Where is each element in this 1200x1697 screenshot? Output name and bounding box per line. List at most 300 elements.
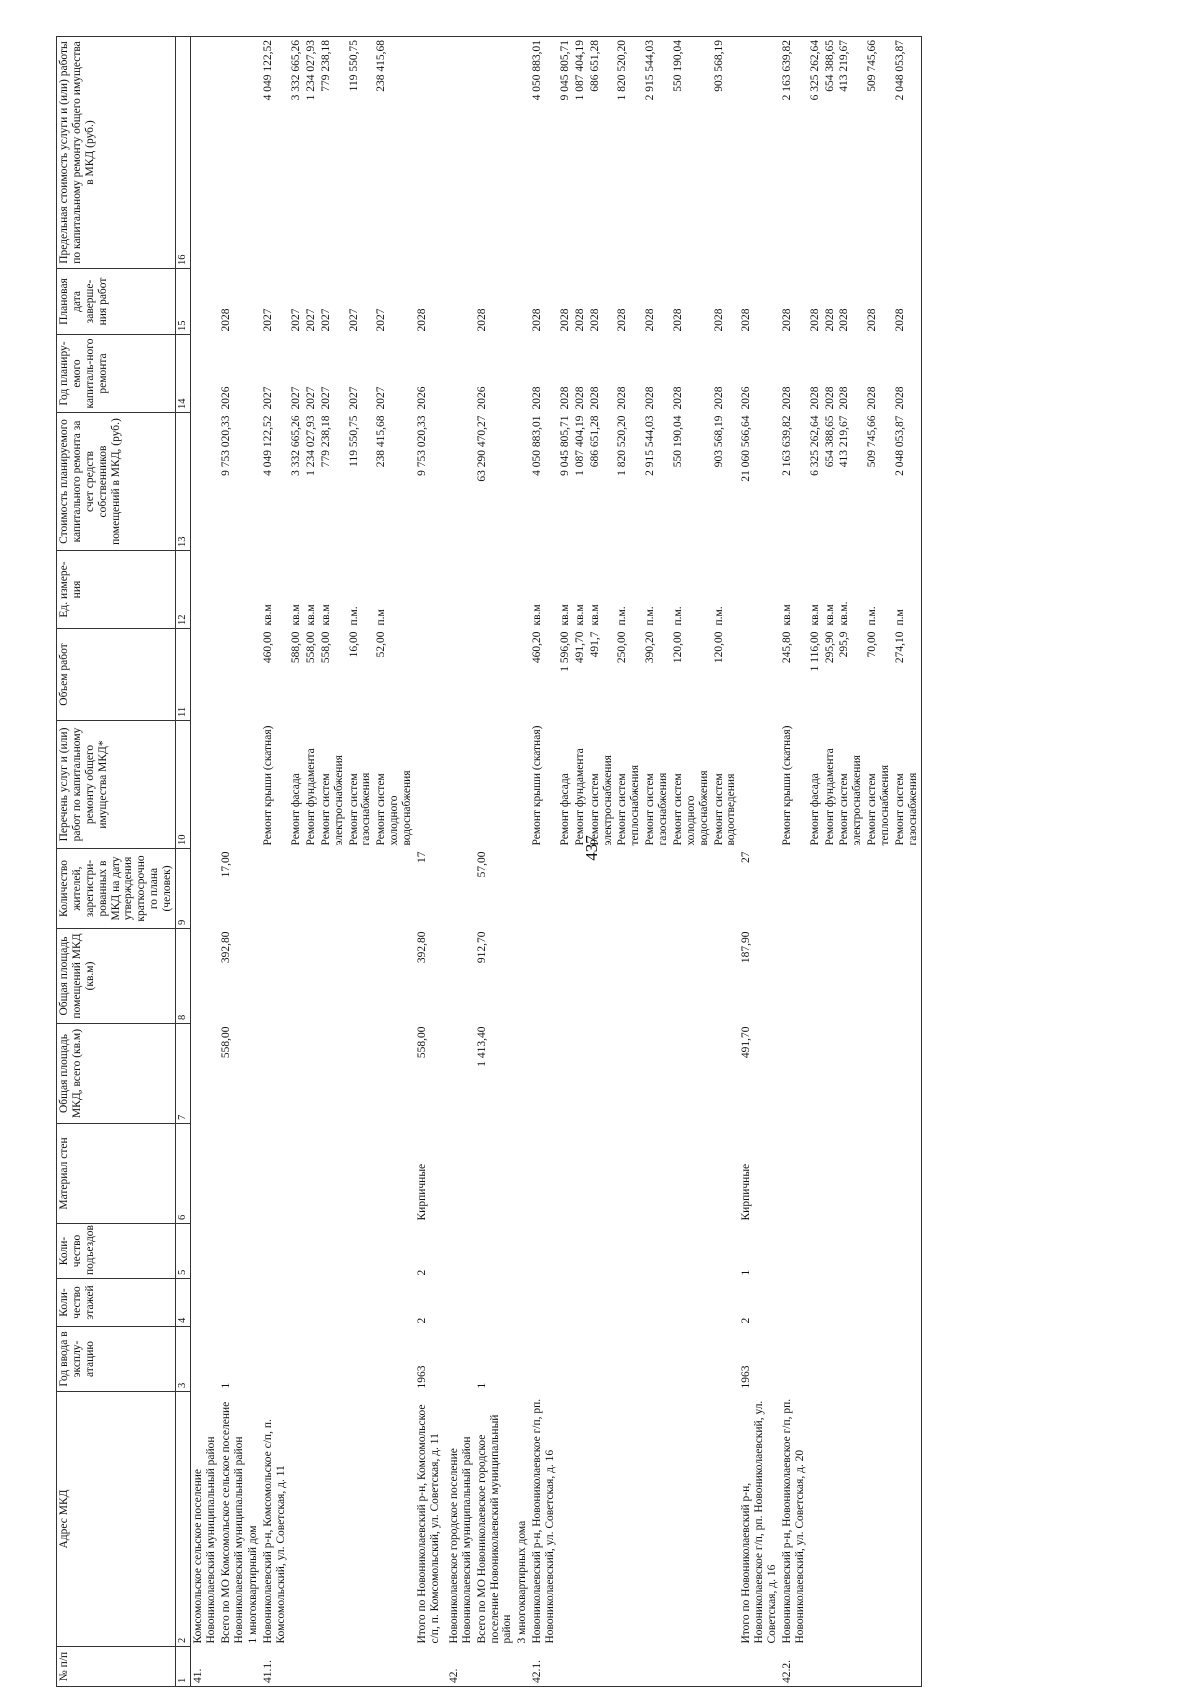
cell-col-works-list: Ремонт систем теплоснабжения [616, 765, 642, 846]
cell-col-residents [671, 849, 712, 929]
cell-col-address: Всего по МО Новониколаевское городское поселение Новониколаевский муниципальный район [475, 1414, 514, 1644]
cell-col-floors [475, 1279, 516, 1327]
cell-col-cost: 903 568,19 [712, 415, 725, 468]
cell-col-number [865, 1647, 893, 1687]
table-row [739, 37, 780, 1687]
cell-col-total-area [515, 1024, 530, 1124]
cell-col-floors [643, 1279, 671, 1327]
cell-col-premises-area [530, 929, 558, 1024]
cell-col-completion-date: 2028 [740, 308, 753, 332]
cell-col-address [289, 1392, 304, 1647]
table-row [588, 37, 616, 1687]
table-row [261, 37, 289, 1687]
cell-col-residents [808, 849, 823, 929]
cell-col-floors [319, 1279, 347, 1327]
cell-col-entrances [780, 1224, 808, 1279]
header-col-premises-area: Общая площадь помещений МКД (кв.м) [57, 929, 176, 1024]
cell-col-completion-date: 2028 [573, 308, 586, 332]
cell-col-max-cost [415, 37, 447, 269]
cell-col-max-cost [475, 37, 516, 269]
cell-col-unit: кв.м [573, 604, 586, 626]
cell-col-number [515, 1647, 530, 1687]
cell-col-number [588, 1647, 616, 1687]
cell-col-address [588, 1392, 616, 1647]
cell-col-address [893, 1392, 921, 1647]
cell-col-number [415, 1647, 447, 1687]
cell-col-residents [246, 849, 261, 929]
cell-col-total-area [190, 1024, 218, 1124]
column-number: 1 [175, 1647, 190, 1687]
cell-col-cost: 1 820 520,20 [616, 415, 629, 476]
cell-col-max-cost [515, 37, 530, 269]
cell-col-total-area [304, 1024, 319, 1124]
cell-col-wall-material: Кирпичные [415, 1163, 428, 1221]
table-row [374, 37, 415, 1687]
cell-col-wall-material [615, 1124, 643, 1224]
cell-col-address [319, 1392, 347, 1647]
cell-col-works-list [190, 721, 218, 849]
cell-col-address: Новониколаевское городское поселение Новониколаевский муниципальный район [447, 1436, 473, 1644]
cell-col-wall-material [780, 1124, 808, 1224]
cell-col-total-area [615, 1024, 643, 1124]
cell-col-completion-date: 2028 [475, 308, 488, 332]
cell-col-entrances [475, 1224, 516, 1279]
cell-col-cost [447, 413, 475, 551]
header-col-total-area: Общая площадь МКД, всего (кв.м) [57, 1024, 176, 1124]
cell-col-volume [246, 629, 261, 721]
cell-col-volume: 245,80 [780, 631, 793, 664]
cell-col-year-built: 1963 [415, 1365, 428, 1389]
cell-col-unit: п.м. [616, 606, 629, 626]
table-row [643, 37, 671, 1687]
cell-col-unit: кв.м [262, 604, 275, 626]
cell-col-repair-year: 2028 [671, 386, 684, 410]
cell-col-cost: 238 415,68 [375, 415, 388, 468]
cell-col-volume [515, 629, 530, 721]
cell-col-wall-material [447, 1124, 475, 1224]
cell-col-number [558, 1647, 573, 1687]
cell-col-number [347, 1647, 375, 1687]
cell-col-total-area [447, 1024, 475, 1124]
cell-col-total-area [558, 1024, 573, 1124]
cell-col-unit [415, 551, 447, 629]
cell-col-total-area [261, 1024, 289, 1124]
cell-col-address [865, 1392, 893, 1647]
cell-col-floors [712, 1279, 740, 1327]
cell-col-address [823, 1392, 838, 1647]
cell-col-volume: 274,10 [893, 629, 921, 721]
cell-col-unit [219, 551, 247, 629]
cell-col-wall-material [558, 1124, 573, 1224]
cell-col-volume [415, 629, 447, 721]
cell-col-completion-date: 2028 [644, 308, 657, 332]
cell-col-repair-year [515, 335, 530, 413]
cell-col-works-list: Ремонт систем холодного водоснабжения [671, 770, 710, 846]
cell-col-works-list: Ремонт крыши (скатная) [262, 725, 275, 846]
cell-col-premises-area [588, 929, 616, 1024]
cell-col-cost: 413 219,67 [838, 415, 851, 468]
cell-col-number: 42. [447, 1647, 475, 1687]
cell-col-entrances [515, 1224, 530, 1279]
cell-col-floors [865, 1279, 893, 1327]
cell-col-total-area [893, 1024, 921, 1124]
cell-col-floors [289, 1279, 304, 1327]
cell-col-floors [823, 1279, 838, 1327]
cell-col-entrances [808, 1224, 823, 1279]
cell-col-wall-material [304, 1124, 319, 1224]
cell-col-residents [823, 849, 838, 929]
cell-col-unit [190, 551, 218, 629]
cell-col-max-cost: 686 651,28 [588, 37, 616, 269]
cell-col-cost: 6 325 262,64 [808, 415, 821, 476]
page-number: 437 [582, 835, 601, 861]
cell-col-cost: 9 753 020,33 [219, 415, 232, 476]
cell-col-year-built [780, 1327, 808, 1392]
cell-col-works-list: Ремонт фасада [808, 773, 821, 846]
cell-col-floors [374, 1279, 415, 1327]
cell-col-max-cost: 779 238,18 [319, 37, 347, 269]
cell-col-residents [304, 849, 319, 929]
cell-col-address: Итого по Новониколаевский р-н, Новониколаевское г/п, рп. Новониколаевский, ул. Советская, д. 16 [740, 1400, 778, 1644]
cell-col-max-cost [246, 37, 261, 269]
cell-col-total-area [530, 1024, 558, 1124]
cell-col-repair-year: 2028 [558, 386, 571, 410]
cell-col-floors [347, 1279, 375, 1327]
cell-col-premises-area [261, 929, 289, 1024]
cell-col-residents [837, 849, 865, 929]
cell-col-volume: 295,90 [823, 631, 836, 664]
cell-col-address [712, 1392, 740, 1647]
cell-col-unit: кв.м [304, 604, 317, 626]
cell-col-residents: 57,00 [475, 851, 488, 878]
cell-col-wall-material: Кирпичные [740, 1163, 753, 1221]
cell-col-wall-material [475, 1124, 516, 1224]
cell-col-wall-material [573, 1124, 588, 1224]
cell-col-number [615, 1647, 643, 1687]
cell-col-completion-date: 2028 [616, 308, 629, 332]
cell-col-year-built [190, 1327, 218, 1392]
cell-col-volume: 460,20 [531, 631, 544, 664]
cell-col-repair-year: 2028 [573, 386, 586, 410]
cell-col-entrances [643, 1224, 671, 1279]
cell-col-entrances [530, 1224, 558, 1279]
cell-col-works-list [415, 721, 447, 849]
cell-col-unit: кв.м [558, 604, 571, 626]
table-row [837, 37, 865, 1687]
cell-col-volume: 52,00 [375, 631, 388, 658]
column-number: 7 [175, 1024, 190, 1124]
cell-col-volume [475, 629, 516, 721]
column-number-row [175, 37, 190, 1687]
cell-col-unit: кв.м [531, 604, 544, 626]
cell-col-unit: п.м. [644, 606, 657, 626]
cell-col-residents [588, 849, 616, 929]
column-number: 6 [175, 1124, 190, 1224]
cell-col-residents [615, 849, 643, 929]
cell-col-premises-area: 392,80 [219, 931, 232, 964]
cell-col-year-built [573, 1327, 588, 1392]
cell-col-premises-area [865, 929, 893, 1024]
cell-col-total-area [671, 1024, 712, 1124]
cell-col-repair-year: 2028 [712, 386, 725, 410]
rotated-sheet [56, 37, 1200, 1687]
cell-col-number [671, 1647, 712, 1687]
cell-col-premises-area [893, 929, 921, 1024]
cell-col-total-area: 1 413,40 [475, 1026, 488, 1067]
cell-col-max-cost: 119 550,75 [347, 37, 375, 269]
cell-col-total-area [588, 1024, 616, 1124]
cell-col-unit [475, 551, 516, 629]
cell-col-residents [530, 849, 558, 929]
cell-col-volume: 295,9 [838, 631, 851, 658]
cell-col-repair-year [190, 335, 218, 413]
cell-col-wall-material [190, 1124, 218, 1224]
cell-col-residents [447, 849, 475, 929]
cell-col-max-cost: 3 332 665,26 [289, 37, 304, 269]
cell-col-year-built: 1963 [740, 1365, 753, 1389]
cell-col-address: Новониколаевский р-н, Новониколаевское г/п, рп. Новониколаевский, ул. Советская, д. 16 [531, 1398, 556, 1644]
cell-col-unit [246, 551, 261, 629]
cell-col-completion-date: 2028 [780, 308, 793, 332]
cell-col-premises-area [808, 929, 823, 1024]
cell-col-cost: 4 049 122,52 [262, 415, 275, 476]
cell-col-premises-area [671, 929, 712, 1024]
cell-col-repair-year: 2028 [644, 386, 657, 410]
cell-col-max-cost [190, 37, 218, 269]
cell-col-cost: 654 388,65 [823, 415, 836, 468]
cell-col-number: 42.2. [780, 1647, 808, 1687]
cell-col-year-built [515, 1327, 530, 1392]
cell-col-completion-date: 2028 [823, 308, 836, 332]
cell-col-floors [447, 1279, 475, 1327]
cell-col-wall-material [515, 1124, 530, 1224]
cell-col-floors [588, 1279, 616, 1327]
cell-col-floors [573, 1279, 588, 1327]
column-number: 12 [175, 551, 190, 629]
table-row [808, 37, 823, 1687]
cell-col-repair-year: 2026 [475, 386, 488, 410]
cell-col-address [808, 1392, 823, 1647]
header-col-year-built: Год ввода в эксплу-атацию [57, 1327, 176, 1392]
cell-col-residents [374, 849, 415, 929]
cell-col-entrances [447, 1224, 475, 1279]
cell-col-completion-date: 2028 [671, 308, 684, 332]
cell-col-year-built [893, 1327, 921, 1392]
cell-col-floors [893, 1279, 921, 1327]
cell-col-year-built [289, 1327, 304, 1392]
cell-col-volume [190, 629, 218, 721]
cell-col-number [289, 1647, 304, 1687]
cell-col-address [837, 1392, 865, 1647]
cell-col-entrances: 2 [415, 1269, 428, 1276]
cell-col-number [643, 1647, 671, 1687]
cell-col-unit [447, 551, 475, 629]
column-number: 15 [175, 269, 190, 335]
cell-col-repair-year: 2028 [780, 386, 793, 410]
cell-col-number [808, 1647, 823, 1687]
cell-col-premises-area [823, 929, 838, 1024]
cell-col-wall-material [643, 1124, 671, 1224]
cell-col-residents [558, 849, 573, 929]
capital-repair-table [56, 36, 922, 1687]
cell-col-works-list: Ремонт фундамента [304, 748, 317, 846]
cell-col-cost: 686 651,28 [588, 415, 601, 468]
cell-col-wall-material [530, 1124, 558, 1224]
cell-col-year-built [347, 1327, 375, 1392]
cell-col-completion-date [246, 269, 261, 335]
cell-col-works-list: Ремонт крыши (скатная) [780, 725, 793, 846]
table-row [671, 37, 712, 1687]
cell-col-cost: 4 050 883,01 [531, 415, 544, 476]
cell-col-premises-area [643, 929, 671, 1024]
cell-col-residents: 27 [740, 851, 753, 863]
cell-col-premises-area [190, 929, 218, 1024]
cell-col-number [893, 1647, 921, 1687]
cell-col-completion-date [190, 269, 218, 335]
cell-col-unit: п.м. [866, 606, 879, 626]
cell-col-address [374, 1392, 415, 1647]
cell-col-repair-year: 2028 [823, 386, 836, 410]
cell-col-floors [530, 1279, 558, 1327]
header-col-completion-date: Плановая дата заверше-ния работ [57, 269, 176, 335]
cell-col-residents [289, 849, 304, 929]
cell-col-floors [558, 1279, 573, 1327]
cell-col-entrances [671, 1224, 712, 1279]
cell-col-volume: 16,00 [347, 631, 360, 658]
cell-col-floors [671, 1279, 712, 1327]
cell-col-total-area [374, 1024, 415, 1124]
table-row [893, 37, 921, 1687]
cell-col-number: 42.1. [530, 1647, 558, 1687]
table-row [475, 37, 516, 1687]
cell-col-floors [304, 1279, 319, 1327]
cell-col-entrances [319, 1224, 347, 1279]
cell-col-residents [865, 849, 893, 929]
cell-col-floors [515, 1279, 530, 1327]
cell-col-entrances [823, 1224, 838, 1279]
table-row [246, 37, 261, 1687]
header-col-volume: Объем работ [57, 629, 176, 721]
cell-col-volume [219, 629, 247, 721]
cell-col-cost: 3 332 665,26 [290, 415, 302, 476]
cell-col-entrances [588, 1224, 616, 1279]
cell-col-address [643, 1392, 671, 1647]
cell-col-year-built [643, 1327, 671, 1392]
cell-col-premises-area [319, 929, 347, 1024]
cell-col-completion-date: 2027 [304, 308, 317, 332]
header-col-wall-material: Материал стен [57, 1124, 176, 1224]
cell-col-entrances [304, 1224, 319, 1279]
cell-col-unit: кв.м [808, 604, 821, 626]
cell-col-floors [837, 1279, 865, 1327]
cell-col-volume: 1 116,00 [808, 631, 821, 672]
header-col-repair-year: Год планиру-емого капиталь-ного ремонта [57, 335, 176, 413]
cell-col-year-built [671, 1327, 712, 1392]
cell-col-total-area [319, 1024, 347, 1124]
cell-col-number [304, 1647, 319, 1687]
cell-col-repair-year: 2027 [290, 386, 302, 410]
cell-col-works-list: Ремонт систем электроснабжения [588, 755, 614, 846]
cell-col-total-area [865, 1024, 893, 1124]
cell-col-premises-area [347, 929, 375, 1024]
cell-col-cost: 779 238,18 [319, 415, 332, 468]
cell-col-year-built [615, 1327, 643, 1392]
cell-col-completion-date: 2028 [558, 308, 571, 332]
table-row [573, 37, 588, 1687]
cell-col-premises-area [289, 929, 304, 1024]
cell-col-entrances: 1 [740, 1269, 753, 1276]
table-row [447, 37, 475, 1687]
cell-col-wall-material [261, 1124, 289, 1224]
cell-col-premises-area: 912,70 [475, 931, 488, 964]
cell-col-unit: п.м [375, 609, 388, 626]
cell-col-wall-material [823, 1124, 838, 1224]
table-body [190, 37, 921, 1687]
cell-col-works-list: Ремонт систем газоснабжения [347, 772, 373, 846]
cell-col-address: 3 многоквартирных дома [516, 1520, 529, 1644]
cell-col-floors [261, 1279, 289, 1327]
cell-col-cost: 1 234 027,93 [304, 415, 317, 476]
cell-col-year-built [304, 1327, 319, 1392]
cell-col-cost [190, 413, 218, 551]
column-number: 4 [175, 1279, 190, 1327]
cell-col-repair-year [447, 335, 475, 413]
cell-col-premises-area [780, 929, 808, 1024]
cell-col-unit: кв.м [588, 604, 601, 626]
table-row [823, 37, 838, 1687]
cell-col-address [304, 1392, 319, 1647]
cell-col-unit: п.м. [671, 606, 684, 626]
cell-col-wall-material [671, 1124, 712, 1224]
cell-col-year-built: 1 [475, 1382, 488, 1389]
table-row [712, 37, 740, 1687]
cell-col-floors [615, 1279, 643, 1327]
cell-col-repair-year: 2026 [415, 386, 428, 410]
cell-col-entrances [289, 1224, 304, 1279]
cell-col-floors: 2 [740, 1317, 753, 1324]
cell-col-address: Всего по МО Комсомольское сельское поселение Новониколаевский муниципальный район [219, 1401, 245, 1644]
cell-col-volume [739, 629, 780, 721]
cell-col-volume: 491,70 [573, 631, 586, 664]
cell-col-volume: 558,00 [319, 631, 332, 664]
table-row [865, 37, 893, 1687]
cell-col-premises-area [573, 929, 588, 1024]
cell-col-repair-year: 2028 [808, 386, 821, 410]
cell-col-cost: 1 087 404,19 [573, 415, 586, 476]
cell-col-works-list [515, 721, 530, 849]
cell-col-max-cost [219, 37, 247, 269]
column-number: 11 [175, 629, 190, 721]
cell-col-max-cost: 2 163 639,82 [780, 37, 808, 269]
cell-col-number [319, 1647, 347, 1687]
cell-col-unit: п.м [893, 551, 921, 629]
cell-col-volume: 70,00 [866, 631, 879, 658]
cell-col-max-cost: 4 049 122,52 [261, 37, 289, 269]
cell-col-total-area [837, 1024, 865, 1124]
table-row [780, 37, 808, 1687]
cell-col-residents [319, 849, 347, 929]
column-number: 14 [175, 335, 190, 413]
cell-col-repair-year: 2028 [588, 386, 601, 410]
cell-col-cost: 509 745,66 [866, 415, 879, 468]
cell-col-total-area [823, 1024, 838, 1124]
cell-col-unit: кв.м [290, 604, 302, 626]
cell-col-floors [246, 1279, 261, 1327]
cell-col-repair-year: 2026 [219, 386, 232, 410]
cell-col-max-cost: 9 045 805,71 [558, 37, 573, 269]
cell-col-works-list: Ремонт систем газоснабжения [893, 721, 921, 849]
cell-col-number [573, 1647, 588, 1687]
